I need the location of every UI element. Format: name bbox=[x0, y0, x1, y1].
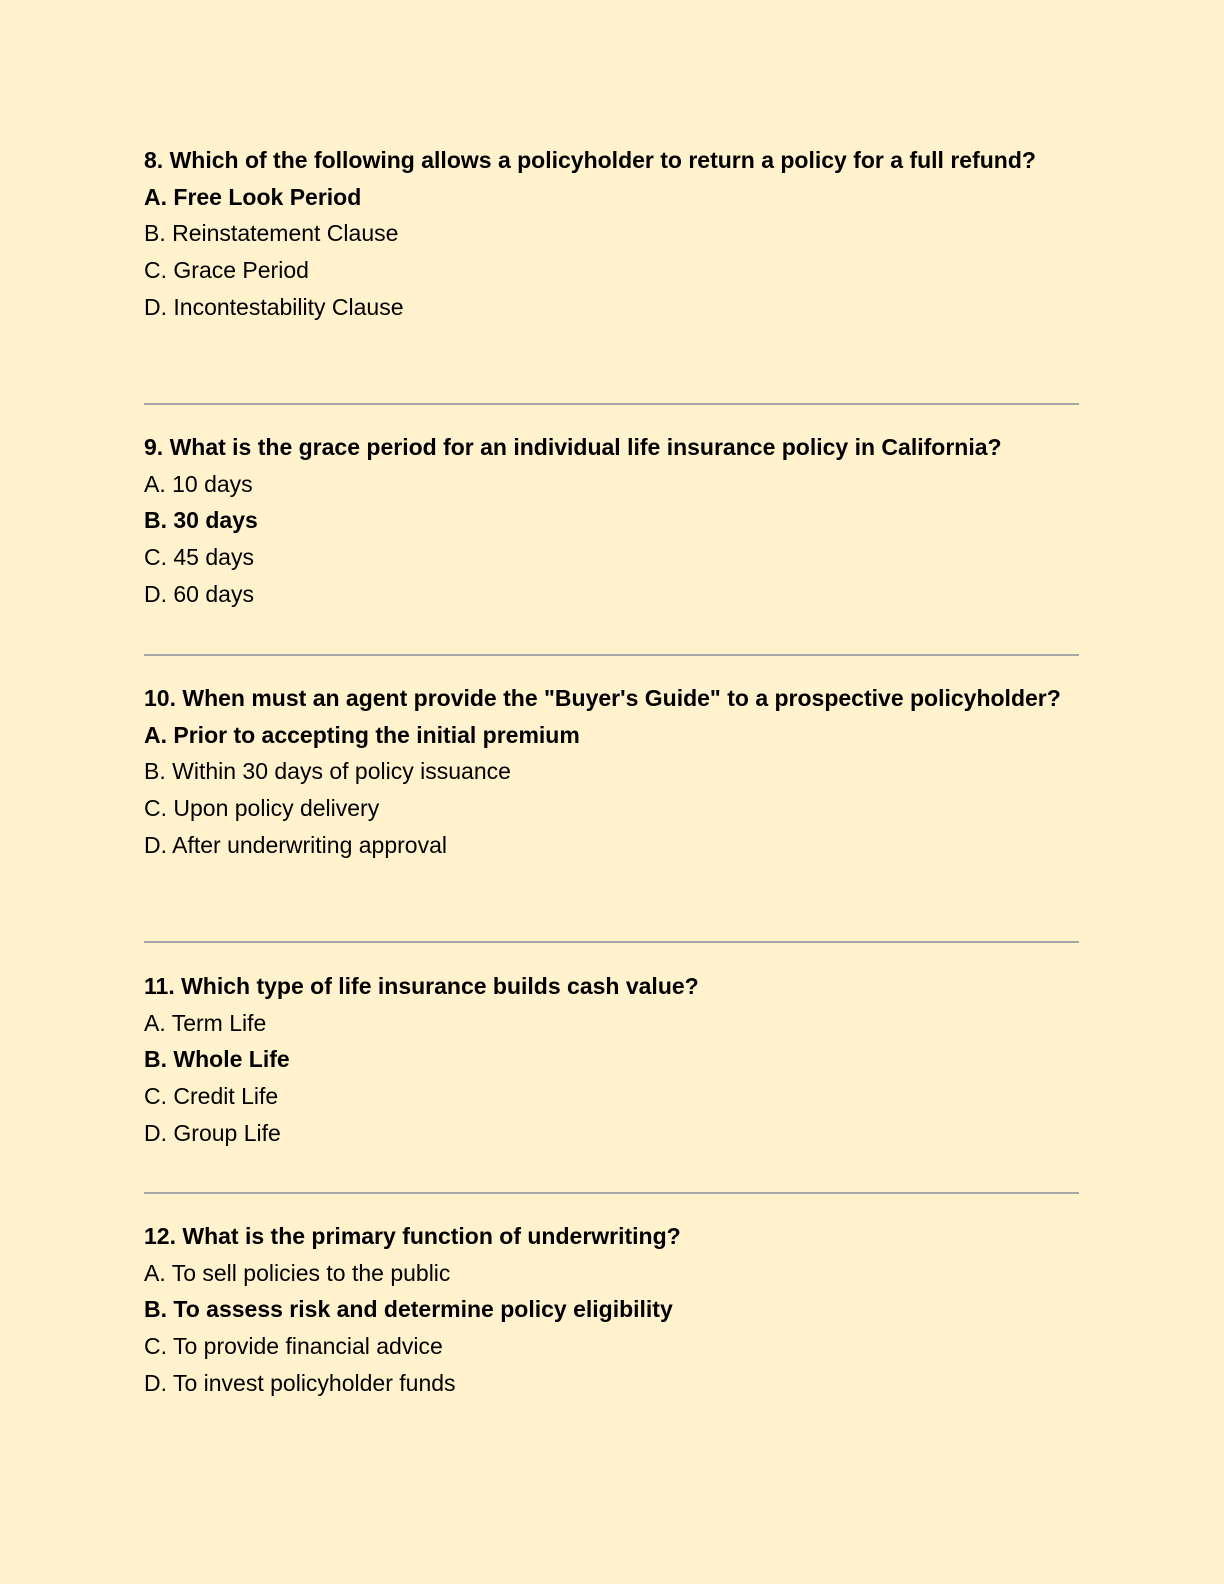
answer-option: D. Group Life bbox=[144, 1119, 281, 1146]
answer-option: C. 45 days bbox=[144, 544, 254, 571]
question-block-8 bbox=[144, 142, 1079, 326]
answer-option: D. After underwriting approval bbox=[144, 831, 447, 858]
answer-option: A. To sell policies to the public bbox=[144, 1259, 451, 1286]
question-block-11 bbox=[144, 968, 1079, 1152]
question-block-12 bbox=[144, 1218, 1079, 1402]
section-divider bbox=[144, 1192, 1079, 1194]
question-text: 12. What is the primary function of underwriting? bbox=[144, 1223, 681, 1249]
section-divider bbox=[144, 403, 1079, 405]
answer-option: B. Within 30 days of policy issuance bbox=[144, 758, 511, 785]
question-text: 10. When must an agent provide the "Buyer's Guide" to a prospective policyholder? bbox=[144, 685, 1061, 711]
answer-option: D. To invest policyholder funds bbox=[144, 1369, 456, 1396]
answer-option: A. Prior to accepting the initial premium bbox=[144, 721, 580, 748]
section-divider bbox=[144, 654, 1079, 656]
answer-option: B. Reinstatement Clause bbox=[144, 220, 399, 247]
answer-option: A. 10 days bbox=[144, 470, 253, 497]
answer-option: B. To assess risk and determine policy eligibility bbox=[144, 1296, 673, 1323]
answer-option: D. Incontestability Clause bbox=[144, 293, 404, 320]
answer-option: A. Term Life bbox=[144, 1009, 267, 1036]
answer-option: C. To provide financial advice bbox=[144, 1333, 443, 1360]
question-block-9 bbox=[144, 429, 1079, 613]
answer-option: C. Grace Period bbox=[144, 257, 309, 284]
answer-option: B. Whole Life bbox=[144, 1046, 290, 1073]
answer-option: A. Free Look Period bbox=[144, 183, 362, 210]
answer-option: B. 30 days bbox=[144, 507, 258, 534]
question-block-10 bbox=[144, 680, 1079, 864]
question-text: 11. Which type of life insurance builds cash value? bbox=[144, 973, 699, 999]
section-divider bbox=[144, 941, 1079, 943]
answer-option: C. Upon policy delivery bbox=[144, 795, 380, 822]
question-text: 8. Which of the following allows a policyholder to return a policy for a full refund? bbox=[144, 147, 1036, 173]
answer-option: C. Credit Life bbox=[144, 1083, 279, 1110]
question-text: 9. What is the grace period for an individual life insurance policy in California? bbox=[144, 434, 1002, 460]
answer-option: D. 60 days bbox=[144, 580, 254, 607]
